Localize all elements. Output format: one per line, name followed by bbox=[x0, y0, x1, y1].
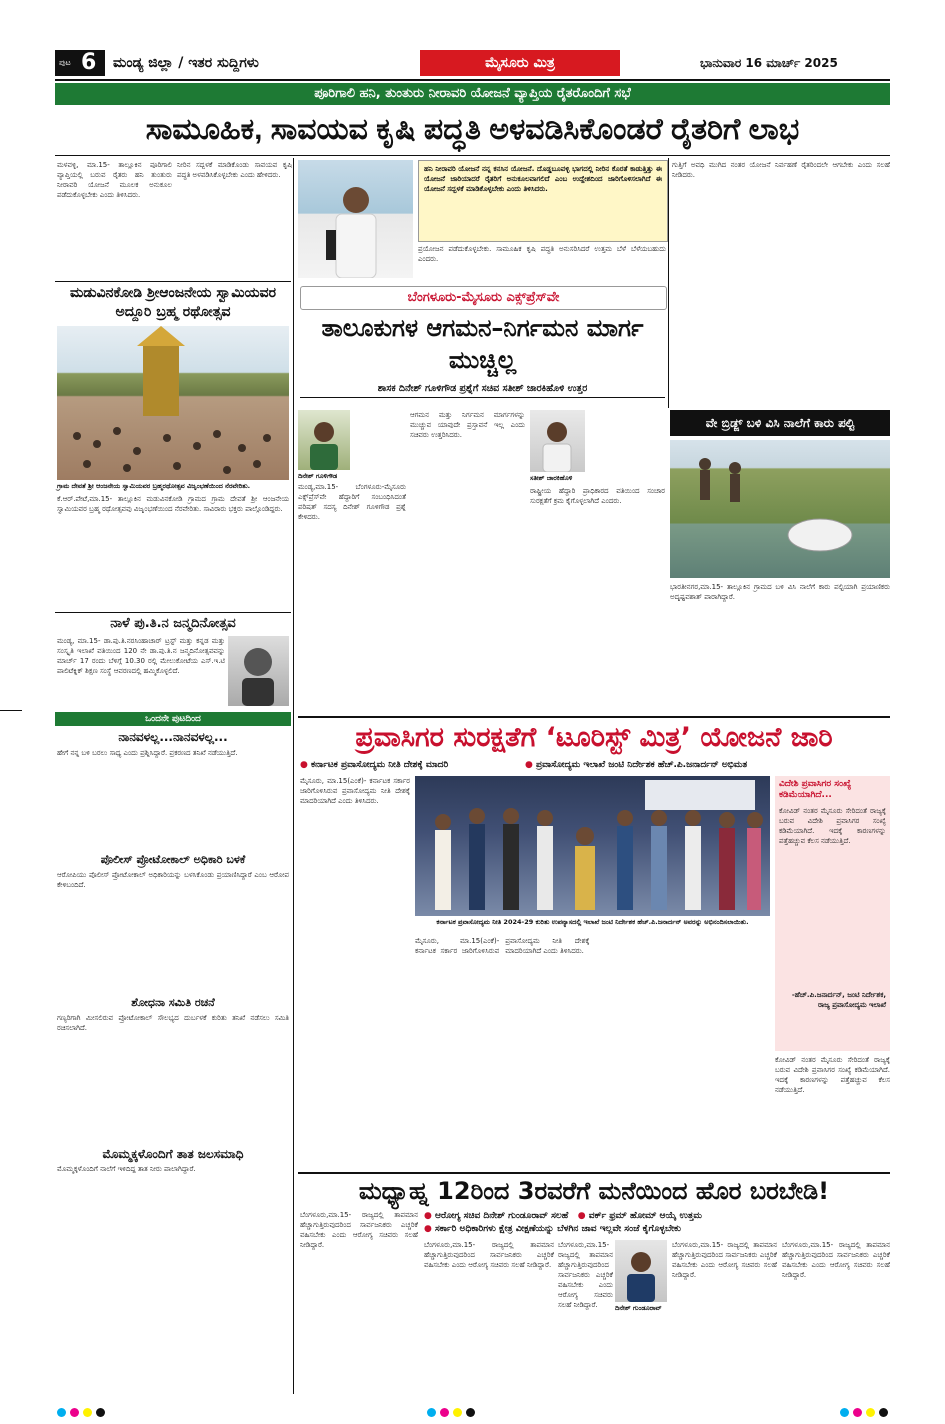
expressway-deck: ಶಾಸಕ ದಿನೇಶ್ ಗೂಳಿಗೌಡ ಪ್ರಶ್ನೆಗೆ ಸಚಿವ ಸತೀಶ್ ಜಾರಕಿಹೊಳಿ ಉತ್ತರ bbox=[377, 383, 588, 394]
satish-figure bbox=[530, 410, 585, 472]
registration-marks-left bbox=[55, 1402, 107, 1421]
group-photo bbox=[415, 776, 770, 916]
bullet-dot-icon: ● bbox=[300, 760, 308, 770]
dinesh-gundurao-photo bbox=[615, 1240, 667, 1302]
tourist-sidebar-body: ಕೋವಿಡ್ ನಂತರ ಮೈಸೂರು ಸೇರಿದಂತೆ ರಾಜ್ಯಕ್ಕೆ ಬರುವ ವಿದೇಶಿ ಪ್ರವಾಸಿಗರ ಸಂಖ್ಯೆ ಕಡಿಮೆಯಾಗಿದೆ. ಇದಕ್ಕೆ ಕಾರಣಗಳನ್ನು ಪತ್ತೆಹಚ್ಚುವ ಕೆಲಸ ನಡೆಯುತ್ತಿದೆ. bbox=[779, 807, 886, 845]
expressway-deck-rule bbox=[300, 397, 665, 398]
dinesh-caption: ದಿನೇಶ್ ಗೂಳಿಗೌಡ bbox=[298, 472, 338, 480]
temple-photo bbox=[57, 326, 289, 480]
yellow-dot-icon bbox=[866, 1408, 875, 1417]
black-dot-icon bbox=[879, 1408, 888, 1417]
expressway-kicker: ಬೆಂಗಳೂರು-ಮೈಸೂರು ಎಕ್ಸ್‌ಪ್ರೆಸ್‌ವೇ bbox=[407, 290, 560, 305]
heat-photo-caption: ದಿನೇಶ್ ಗುಂಡೂರಾವ್ bbox=[615, 1304, 662, 1312]
accident-photo bbox=[670, 440, 890, 578]
heat-body-col2: ಬೆಂಗಳೂರು,ಮಾ.15- ರಾಜ್ಯದಲ್ಲಿ ತಾಪಮಾನ ಹೆಚ್ಚಾಗುತ್ತಿರುವುದರಿಂದ ಸಾರ್ವಜನಿಕರು ಎಚ್ಚರಿಕೆ ವಹಿಸಬೇಕು ಎಂದು ಆರೋಗ್ಯ ಸಚಿವರು ಸಲಹೆ ನೀಡಿದ್ದಾರೆ. bbox=[424, 1241, 554, 1269]
bullet-dot-icon: ● bbox=[525, 760, 533, 770]
satish-caption: ಸತೀಶ್ ಜಾರಕಿಹೊಳಿ bbox=[530, 474, 573, 482]
police-body: ಆರೋಪಿಯು ಪೊಲೀಸ್ ಪ್ರೋಟೋಕಾಲ್ ಅಧಿಕಾರಿಯನ್ನು ಬಳಸಿಕೊಂಡು ಪ್ರಯಾಣಿಸಿದ್ದಾರೆ ಎಂಬ ಆರೋಪ ಕೇಳಿಬಂದಿದೆ. bbox=[57, 871, 289, 889]
expressway-headline: ತಾಲೂಕುಗಳ ಆಗಮನ–ನಿರ್ಗಮನ ಮಾರ್ಗ ಮುಚ್ಚಿಲ್ಲ bbox=[321, 314, 644, 374]
tourist-body-cont: ಮೈಸೂರು, ಮಾ.15(ಎಂಕೆ)- ಕರ್ನಾಟಕ ಸರ್ಕಾರ ಜಾರಿಗೊಳಿಸಿರುವ ಪ್ರವಾಸೋದ್ಯಮ ನೀತಿ ದೇಶಕ್ಕೆ ಮಾದರಿಯಾಗಿದೆ ಎಂದು ತಿಳಿಸಿದರು. bbox=[415, 937, 590, 955]
heat-headline: ಮಧ್ಯಾಹ್ನ 12ರಿಂದ 3ರವರೆಗೆ ಮನೆಯಿಂದ ಹೊರ ಬರಬೇಡಿ! bbox=[358, 1177, 830, 1205]
heat-body-col1: ಬೆಂಗಳೂರು,ಮಾ.15- ರಾಜ್ಯದಲ್ಲಿ ತಾಪಮಾನ ಹೆಚ್ಚಾಗುತ್ತಿರುವುದರಿಂದ ಸಾರ್ವಜನಿಕರು ಎಚ್ಚರಿಕೆ ವಹಿಸಬೇಕು ಎಂದು ಆರೋಗ್ಯ ಸಚಿವರು ಸಲಹೆ ನೀಡಿದ್ದಾರೆ. bbox=[300, 1211, 418, 1249]
margin-tick bbox=[0, 710, 22, 711]
continued-label: ಒಂದನೇ ಪುಟದಿಂದ bbox=[55, 712, 291, 726]
col-rule-2 bbox=[668, 158, 669, 408]
tourist-caption: ಕರ್ನಾಟಕ ಪ್ರವಾಸೋದ್ಯಮ ನೀತಿ 2024-29 ಕುರಿತು ಉಪನ್ಯಾಸದಲ್ಲಿ ಇಲಾಖೆ ಜಂಟಿ ನಿರ್ದೇಶಕ ಹೆಚ್.ಪಿ.ಜನಾರ್ದನ್ ಅವರನ್ನು ಅಭಿನಂದಿಸಲಾಯಿತು. bbox=[436, 918, 749, 926]
cyan-dot-icon bbox=[427, 1408, 436, 1417]
cyan-dot-icon bbox=[57, 1408, 66, 1417]
heat-bullet-3: ಸರ್ಕಾರಿ ಅಧಿಕಾರಿಗಳು ಕ್ಷೇತ್ರ ವೀಕ್ಷಣೆಯನ್ನು ಬೆಳಗಿನ ಜಾವ ಇಲ್ಲವೇ ಸಂಜೆ ಕೈಗೊಳ್ಳಬೇಕು bbox=[435, 1224, 681, 1234]
tourist-sidebar-title: ವಿದೇಶಿ ಪ್ರವಾಸಿಗರ ಸಂಖ್ಯೆ ಕಡಿಮೆಯಾಗಿದೆ... bbox=[779, 779, 852, 800]
magenta-dot-icon bbox=[853, 1408, 862, 1417]
heat-bullet-1: ಆರೋಗ್ಯ ಸಚಿವ ದಿನೇಶ್ ಗುಂಡೂರಾವ್ ಸಲಹೆ bbox=[435, 1211, 569, 1221]
heat-body-col4: ಬೆಂಗಳೂರು,ಮಾ.15- ರಾಜ್ಯದಲ್ಲಿ ತಾಪಮಾನ ಹೆಚ್ಚಾಗುತ್ತಿರುವುದರಿಂದ ಸಾರ್ವಜನಿಕರು ಎಚ್ಚರಿಕೆ ವಹಿಸಬೇಕು ಎಂದು ಆರೋಗ್ಯ ಸಚಿವರು ಸಲಹೆ ನೀಡಿದ್ದಾರೆ. bbox=[672, 1241, 777, 1279]
bullet-dot-icon: ● bbox=[424, 1211, 432, 1221]
date-line: ಭಾನುವಾರ 16 ಮಾರ್ಚ್ 2025 bbox=[700, 56, 838, 70]
temple-caption: ಗ್ರಾಮ ದೇವತೆ ಶ್ರೀ ಆಂಜನೇಯ ಸ್ವಾಮಿಯವರ ಬ್ರಹ್ಮರಥೋತ್ಸವ ವಿಜೃಂಭಣೆಯಿಂದ ನೆರವೇರಿತು. bbox=[57, 482, 251, 490]
col-rule-1 bbox=[293, 158, 294, 282]
tourist-sidebar-sign: -ಹೆಚ್.ಪಿ.ಜನಾರ್ದನ್, ಜಂಟಿ ನಿರ್ದೇಶಕ, ರಾಜ್ಯ ಪ್ರವಾಸೋದ್ಯಮ ಇಲಾಖೆ bbox=[791, 991, 886, 1009]
tourist-bullet-1-text: ಕರ್ನಾಟಕ ಪ್ರವಾಸೋದ್ಯಮ ನೀತಿ ದೇಶಕ್ಕೆ ಮಾದರಿ bbox=[311, 760, 449, 770]
tourist-sidebar bbox=[775, 776, 890, 1051]
tourist-body-col2 bbox=[415, 936, 770, 1168]
car-in-canal bbox=[670, 440, 890, 578]
main-headline: ಸಾಮೂಹಿಕ, ಸಾವಯವ ಕೃಷಿ ಪದ್ಧತಿ ಅಳವಡಿಸಿಕೊಂಡರೆ ರೈತರಿಗೆ ಲಾಭ bbox=[145, 113, 800, 146]
drowning-headline: ಮೊಮ್ಮಕ್ಕಳೊಂದಿಗೆ ತಾತ ಜಲಸಮಾಧಿ bbox=[102, 1147, 244, 1161]
temple-top-rule bbox=[55, 281, 291, 282]
heat-bullet-2: ವರ್ಕ್ ಫ್ರಮ್ ಹೋಮ್ ಆಯ್ಕೆ ಉತ್ತಮ bbox=[588, 1211, 702, 1221]
temple-headline: ಮಡುವಿನಕೋಡಿ ಶ್ರೀಆಂಜನೇಯ ಸ್ವಾಮಿಯವರ ಅದ್ದೂರಿ ಬ್ರಹ್ಮ ರಥೋತ್ಸವ bbox=[69, 285, 277, 320]
main-story-col5: ಗುತ್ತಿಗೆ ಅವಧಿ ಮುಗಿದ ನಂತರ ಯೋಜನೆ ನಿರ್ವಹಣೆ ರೈತರಿಂದಲೇ ಆಗಬೇಕು ಎಂದು ಸಲಹೆ ನೀಡಿದರು. bbox=[672, 161, 890, 179]
masthead bbox=[420, 50, 620, 76]
quote-text: ಹನಿ ನೀರಾವರಿ ಯೋಜನೆ ನನ್ನ ಕನಸಿನ ಯೋಜನೆ. ದೊಡ್ಡಬೂವಳ್ಳಿ ಭಾಗದಲ್ಲಿ ನೀರಿನ ಕೊರತೆ ಕಾಡುತ್ತಿತ್ತು ಈ ಯೋಜನೆ ಜಾರಿಯಾದರೆ ರೈತರಿಗೆ ಅನುಕೂಲವಾಗಲಿದೆ ಎಂಬ ಉದ್ದೇಶದಿಂದ ಜಾರಿಗೊಳಿಸಲಾಗಿದೆ ಈ ಯೋಜನೆ ಸದ್ಬಳಕೆ ಮಾಡಿಕೊಳ್ಳಬೇಕು ಎಂದು ತಿಳಿಸಿದರು. bbox=[424, 165, 662, 193]
tourist-headline: ಪ್ರವಾಸಿಗರ ಸುರಕ್ಷತೆಗೆ ‘ಟೂರಿಸ್ಟ್ ಮಿತ್ರ’ ಯೋಜನೆ ಜಾರಿ bbox=[355, 722, 833, 753]
bullet-dot-icon: ● bbox=[424, 1224, 432, 1234]
main-story-col4: ಪ್ರಯೋಜನ ಪಡೆದುಕೊಳ್ಳಬೇಕು. ಸಾಮೂಹಿಕ ಕೃಷಿ ಪದ್ಧತಿ ಅನುಸರಿಸಿದರೆ ಉತ್ತಮ ಬೆಳೆ ಬೆಳೆಯಬಹುದು ಎಂದರು. bbox=[418, 245, 666, 263]
putina-portrait bbox=[228, 636, 289, 706]
registration-marks-right bbox=[838, 1402, 890, 1421]
page-number: 6 bbox=[81, 50, 97, 75]
tourist-body-col1: ಮೈಸೂರು, ಮಾ.15(ಎಂಕೆ)- ಕರ್ನಾಟಕ ಸರ್ಕಾರ ಜಾರಿಗೊಳಿಸಿರುವ ಪ್ರವಾಸೋದ್ಯಮ ನೀತಿ ದೇಶಕ್ಕೆ ಮಾದರಿಯಾಗಿದೆ ಎಂದು ತಿಳಿಸಿದರು. bbox=[300, 777, 410, 805]
tourist-bullet-2-text: ಪ್ರವಾಸೋದ್ಯಮ ಇಲಾಖೆ ಜಂಟಿ ನಿರ್ದೇಶಕ ಹೆಚ್.ಪಿ.ಜನಾರ್ದನ್ ಅಭಿಮತ bbox=[536, 760, 748, 770]
main-story-col1: ಮಳವಳ್ಳಿ, ಮಾ.15- ತಾಲ್ಲೂಕಿನ ಪೂರಿಗಾಲಿ ವ್ಯಾಪ್ತಿಯಲ್ಲಿ ಬರುವ ರೈತರು ಹನಿ ತುಂತುರು ನೀರಾವರಿ ಯೋಜನೆ ಮೂಲಕ ಅನುಕೂಲ ಪಡೆದುಕೊಳ್ಳಬೇಕು ಎಂದು ತಿಳಿಸಿದರು. bbox=[57, 161, 172, 199]
black-dot-icon bbox=[466, 1408, 475, 1417]
continued-headline: ನಾನವಳಲ್ಲ...ನಾನವಳಲ್ಲ... bbox=[118, 730, 228, 744]
registration-marks-center bbox=[425, 1402, 477, 1421]
magenta-dot-icon bbox=[440, 1408, 449, 1417]
banner-text: ಪೂರಿಗಾಲಿ ಹನಿ, ತುಂತುರು ನೀರಾವರಿ ಯೋಜನೆ ವ್ಯಾಪ್ತಿಯ ರೈತರೊಂದಿಗೆ ಸಭೆ bbox=[314, 86, 631, 101]
headline-rule bbox=[55, 155, 890, 156]
expressway-col2: ಆಗಮನ ಮತ್ತು ನಿರ್ಗಮನ ಮಾರ್ಗಗಳನ್ನು ಮುಚ್ಚುವ ಯಾವುದೇ ಪ್ರಸ್ತಾವನೆ ಇಲ್ಲ ಎಂದು ಸಚಿವರು ಉತ್ತರಿಸಿದರು. bbox=[410, 411, 525, 439]
heat-body-col5: ಬೆಂಗಳೂರು,ಮಾ.15- ರಾಜ್ಯದಲ್ಲಿ ತಾಪಮಾನ ಹೆಚ್ಚಾಗುತ್ತಿರುವುದರಿಂದ ಸಾರ್ವಜನಿಕರು ಎಚ್ಚರಿಕೆ ವಹಿಸಬೇಕು ಎಂದು ಆರೋಗ್ಯ ಸಚಿವರು ಸಲಹೆ ನೀಡಿದ್ದಾರೆ. bbox=[782, 1241, 890, 1279]
page-number-box bbox=[55, 50, 105, 76]
section-title: ಮಂಡ್ಯ ಜಿಲ್ಲಾ / ಇತರ ಸುದ್ದಿಗಳು bbox=[113, 55, 259, 71]
expressway-kicker-box bbox=[300, 286, 667, 310]
tourist-top-rule bbox=[298, 716, 890, 718]
black-dot-icon bbox=[96, 1408, 105, 1417]
speaker-figure bbox=[298, 160, 413, 278]
chariot-crowd bbox=[57, 326, 289, 480]
birthday-body: ಮಂಡ್ಯ, ಮಾ.15- ಡಾ.ಪು.ತಿ.ನರಸಿಂಹಾಚಾರ್ ಟ್ರಸ್ಟ್ ಮತ್ತು ಕನ್ನಡ ಮತ್ತು ಸಂಸ್ಕೃತಿ ಇಲಾಖೆ ವತಿಯಿಂದ 120 ನೇ ಡಾ.ಪು.ತಿ.ನ ಜನ್ಮದಿನೋತ್ಸವವನ್ನು ಮಾರ್ಚ್ 17 ರಂದು ಬೆಳಿಗ್ಗೆ 10.30 ರಲ್ಲಿ ಮೇಲುಕೋಟೆಯ ಎಸ್.ಇ.ಟಿ ಪಾಲಿಟೆಕ್ನಿಕ್ ಶಿಕ್ಷಣ ಸಂಸ್ಥೆ ಆವರಣದಲ್ಲಿ ಹಮ್ಮಿಕೊಳ್ಳಲಿದೆ. bbox=[57, 637, 225, 675]
magenta-dot-icon bbox=[70, 1408, 79, 1417]
yellow-dot-icon bbox=[453, 1408, 462, 1417]
header-rule bbox=[55, 79, 890, 81]
tourist-body-end: ಕೋವಿಡ್ ನಂತರ ಮೈಸೂರು ಸೇರಿದಂತೆ ರಾಜ್ಯಕ್ಕೆ ಬರುವ ವಿದೇಶಿ ಪ್ರವಾಸಿಗರ ಸಂಖ್ಯೆ ಕಡಿಮೆಯಾಗಿದೆ. ಇದಕ್ಕೆ ಕಾರಣಗಳನ್ನು ಪತ್ತೆಹಚ್ಚುವ ಕೆಲಸ ನಡೆಯುತ್ತಿದೆ. bbox=[775, 1056, 890, 1094]
quote-box bbox=[418, 160, 668, 242]
heat-bullets bbox=[424, 1210, 890, 1236]
bullet-dot-icon: ● bbox=[577, 1211, 586, 1221]
page-label: ಪುಟ bbox=[59, 58, 71, 67]
samiti-body: ಗಣ್ಯರಿಗಾಗಿ ಮೀಸಲಿರುವ ಪ್ರೋಟೋಕಾಲ್ ಸೌಲಭ್ಯದ ದುರ್ಬಳಕೆ ಕುರಿತು ತನಿಖೆ ನಡೆಸಲು ಸಮಿತಿ ರಚಿಸಲಾಗಿದೆ. bbox=[57, 1014, 289, 1032]
expressway-col1: ಮಂಡ್ಯ,ಮಾ.15- ಬೆಂಗಳೂರು-ಮೈಸೂರು ಎಕ್ಸ್‌ಪ್ರೆಸ್‌ವೇ ಹೆದ್ದಾರಿಗೆ ಸಂಬಂಧಿಸಿದಂತೆ ಪರಿಷತ್ ಸದಸ್ಯ ದಿನೇಶ್ ಗೂಳಿಗೌಡ ಪ್ರಶ್ನೆ ಕೇಳಿದರು. bbox=[298, 483, 406, 521]
drowning-body: ಮೊಮ್ಮಕ್ಕಳೊಂದಿಗೆ ನಾಲೆಗೆ ಇಳಿದಿದ್ದ ತಾತ ನೀರು ಪಾಲಾಗಿದ್ದಾರೆ. bbox=[57, 1165, 196, 1173]
heat-top-rule bbox=[298, 1172, 890, 1174]
tourist-bullet-2 bbox=[525, 760, 747, 770]
continued-body: ಹೇಗೆ ನನ್ನ ಬಳಿ ಬರಲು ಸಾಧ್ಯ ಎಂದು ಪ್ರಶ್ನಿಸಿದ್ದಾರೆ. ಪ್ರಕರಣದ ತನಿಖೆ ನಡೆಯುತ್ತಿದೆ. bbox=[57, 749, 238, 757]
masthead-text: ಮೈಸೂರು ಮಿತ್ರ bbox=[485, 55, 555, 71]
cyan-dot-icon bbox=[840, 1408, 849, 1417]
green-banner bbox=[55, 83, 890, 105]
birthday-headline: ನಾಳೆ ಪು.ತಿ.ನ ಜನ್ಮದಿನೋತ್ಸವ bbox=[110, 616, 236, 631]
satish-photo bbox=[530, 410, 585, 472]
portrait-figure bbox=[228, 636, 289, 706]
temple-body: ಕೆ.ಆರ್.ಪೇಟೆ,ಮಾ.15- ತಾಲ್ಲೂಕಿನ ಮಡುವಿನಕೋಡಿ ಗ್ರಾಮದ ಗ್ರಾಮ ದೇವತೆ ಶ್ರೀ ಆಂಜನೇಯ ಸ್ವಾಮಿಯವರ ಬ್ರಹ್ಮ ರಥೋತ್ಸವವು ವಿಜೃಂಭಣೆಯಿಂದ ನೆರವೇರಿತು. ಸಾವಿರಾರು ಭಕ್ತರು ಪಾಲ್ಗೊಂಡಿದ್ದರು. bbox=[57, 495, 289, 513]
dinesh-figure bbox=[298, 410, 350, 470]
tourist-photo bbox=[415, 776, 770, 916]
police-headline: ಪೊಲೀಸ್ ಪ್ರೋಟೋಕಾಲ್ ಅಧಿಕಾರಿ ಬಳಕೆ bbox=[100, 853, 246, 866]
main-story-photo bbox=[298, 160, 413, 278]
tourist-body-col3 bbox=[775, 1055, 890, 1168]
yellow-dot-icon bbox=[83, 1408, 92, 1417]
accident-headline-box bbox=[670, 410, 890, 436]
birthday-top-rule bbox=[55, 612, 291, 613]
samiti-headline: ಶೋಧನಾ ಸಮಿತಿ ರಚನೆ bbox=[131, 996, 215, 1009]
tourist-bullet-1 bbox=[300, 760, 448, 770]
main-story-col2: ನೀರಿನ ಸದ್ಬಳಕೆ ಮಾಡಿಕೊಂಡು ಸಾವಯವ ಕೃಷಿ ಪದ್ಧತಿ ಅಳವಡಿಸಿಕೊಳ್ಳಬೇಕು ಎಂದು ಹೇಳಿದರು. bbox=[177, 161, 292, 179]
heat-bullet-row-1 bbox=[424, 1210, 890, 1223]
dinesh-photo bbox=[298, 410, 350, 470]
minister-figure bbox=[615, 1240, 667, 1302]
left-col-rule bbox=[293, 282, 294, 1394]
expressway-col3: ರಾಷ್ಟ್ರೀಯ ಹೆದ್ದಾರಿ ಪ್ರಾಧಿಕಾರದ ವತಿಯಿಂದ ಸಂಚಾರ ಸುರಕ್ಷತೆಗೆ ಕ್ರಮ ಕೈಗೊಳ್ಳಲಾಗಿದೆ ಎಂದರು. bbox=[530, 487, 665, 505]
heat-body-col3: ಬೆಂಗಳೂರು,ಮಾ.15- ರಾಜ್ಯದಲ್ಲಿ ತಾಪಮಾನ ಹೆಚ್ಚಾಗುತ್ತಿರುವುದರಿಂದ ಸಾರ್ವಜನಿಕರು ಎಚ್ಚರಿಕೆ ವಹಿಸಬೇಕು ಎಂದು ಆರೋಗ್ಯ ಸಚಿವರು ಸಲಹೆ ನೀಡಿದ್ದಾರೆ. bbox=[558, 1241, 613, 1309]
heat-bullet-row-2 bbox=[424, 1223, 890, 1236]
accident-body: ಭಾರತೀನಗರ,ಮಾ.15- ತಾಲ್ಲೂಕಿನ ಗ್ರಾಮದ ಬಳಿ ವಿಸಿ ನಾಲೆಗೆ ಕಾರು ಪಲ್ಟಿಯಾಗಿ ಪ್ರಯಾಣಿಕರು ಅದೃಷ್ಟವಶಾತ್ ಪಾರಾಗಿದ್ದಾರೆ. bbox=[670, 583, 890, 601]
accident-headline: ವೇ ಬ್ರಿಡ್ಜ್ ಬಳಿ ವಿಸಿ ನಾಲೆಗೆ ಕಾರು ಪಲ್ಟಿ bbox=[705, 416, 855, 430]
